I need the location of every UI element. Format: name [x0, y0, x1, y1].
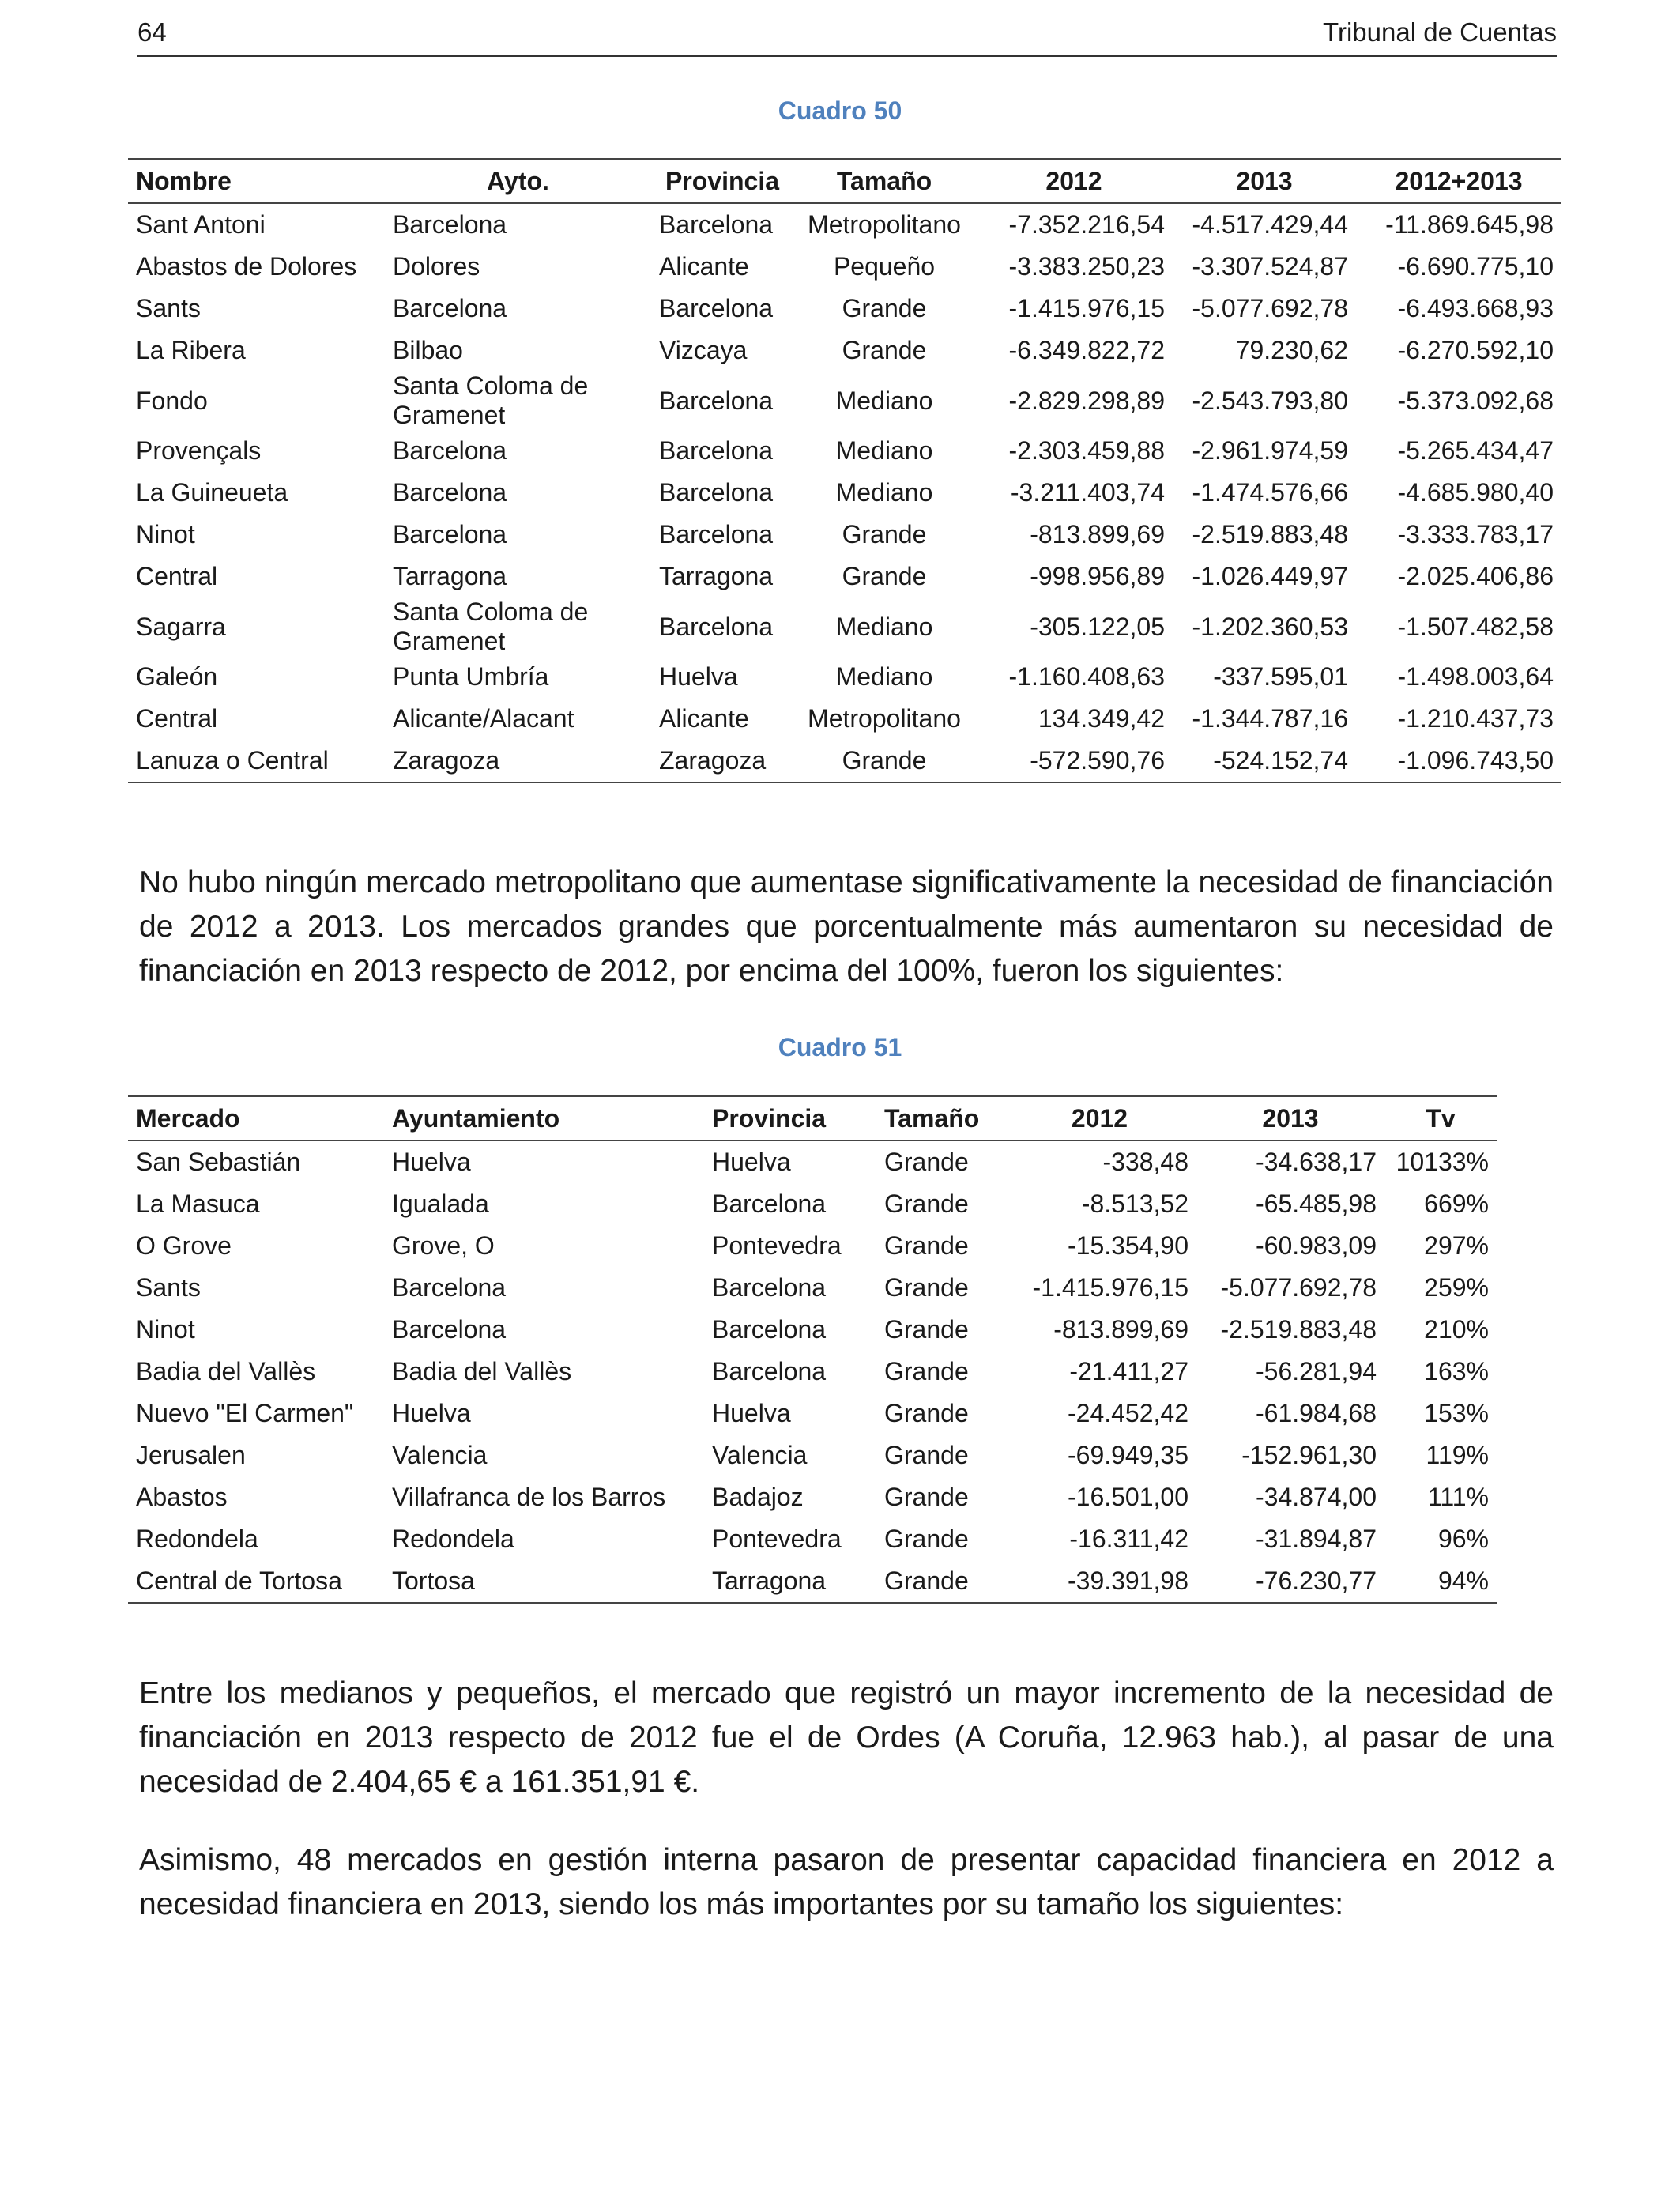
- table51-cell: 153%: [1424, 1399, 1489, 1427]
- table50-caption: Cuadro 50: [778, 96, 902, 125]
- table51-cell: 163%: [1424, 1357, 1489, 1385]
- table50-cell: Santa Coloma de Gramenet: [393, 598, 589, 655]
- table50-cell: Grande: [842, 294, 927, 322]
- table50-cell: -998.956,89: [1030, 562, 1165, 590]
- table50-col-ayto: Ayto.: [385, 159, 651, 203]
- table51-row: [128, 1267, 1497, 1309]
- table50-row: [128, 203, 1561, 246]
- table50-cell: Mediano: [835, 436, 933, 465]
- table51-cell: Redondela: [136, 1525, 258, 1553]
- table50-cell: -6.493.668,93: [1397, 294, 1554, 322]
- table51-cell: -813.899,69: [1053, 1315, 1188, 1344]
- table51-cell: Jerusalen: [136, 1441, 246, 1469]
- table50-cell: -3.211.403,74: [1010, 478, 1165, 507]
- table51-cell: -8.513,52: [1081, 1189, 1188, 1218]
- table50-col-nombre: Nombre: [128, 159, 385, 203]
- table50-cell: Grande: [842, 520, 927, 548]
- table51-col-provincia: Provincia: [704, 1096, 876, 1140]
- table50-cell: Santa Coloma de Gramenet: [393, 371, 589, 429]
- paragraph-1: No hubo ningún mercado metropolitano que aumentase significativamente la necesidad de financiación de 2012 a 2013. Los mercados grandes que porcentualmente más aumentaron su necesidad de financiación en 2013 respecto de 2012, por encima del 100%, fueron los siguientes:: [139, 865, 1554, 988]
- table50-cell: Sants: [136, 294, 201, 322]
- table50-cell: Lanuza o Central: [128, 740, 385, 782]
- table50-cell: Grande: [842, 562, 927, 590]
- table50-cell: -2.303.459,88: [1008, 436, 1165, 465]
- table51-cell: Grande: [884, 1441, 969, 1469]
- table51-col-mercado: Mercado: [128, 1096, 384, 1140]
- table51: [128, 1095, 1497, 1604]
- table51-cell: Huelva: [712, 1148, 791, 1176]
- table50-cell: -7.352.216,54: [1008, 210, 1165, 239]
- table51-row: [128, 1518, 1497, 1560]
- table50-cell: Barcelona: [659, 386, 774, 415]
- table50-cell: Sant Antoni: [136, 210, 266, 239]
- table51-cell: La Masuca: [136, 1189, 260, 1218]
- table51-cell: Pontevedra: [712, 1231, 842, 1260]
- table50-cell: -2.829.298,89: [1008, 386, 1165, 415]
- table51-cell: Badia del Vallès: [392, 1357, 572, 1385]
- table51-row: [128, 1476, 1497, 1518]
- table50-cell: Central: [136, 704, 218, 733]
- table51-cell: -24.452,42: [1067, 1399, 1188, 1427]
- table50-cell: Fondo: [136, 386, 208, 415]
- table50-cell: -2.543.793,80: [1192, 386, 1348, 415]
- table51-cell: 111%: [1427, 1483, 1489, 1511]
- table50-cell: -2.961.974,59: [1192, 436, 1348, 465]
- table50-cell: Mediano: [835, 612, 933, 641]
- table50-col-2012: 2012: [975, 159, 1173, 203]
- table51-col-tamano: Tamaño: [876, 1096, 1003, 1140]
- table50-cell: -5.373.092,68: [1397, 386, 1554, 415]
- table51-cell: Tortosa: [384, 1560, 704, 1603]
- table50-cell: -1.498.003,64: [1397, 662, 1554, 691]
- table51-cell: Grande: [884, 1148, 969, 1176]
- table50-cell: -1.160.408,63: [1008, 662, 1165, 691]
- table51-row: [128, 1434, 1497, 1476]
- table50-cell: Alicante: [659, 704, 749, 733]
- paragraph-3: Asimismo, 48 mercados en gestión interna pasaron de presentar capacidad financiera en 2012 a necesidad financiera en 2013, siendo los más importantes por su tamaño los siguientes:: [139, 1843, 1554, 1921]
- table50-cell: Ninot: [136, 520, 195, 548]
- table51-cell: -65.485,98: [1255, 1189, 1377, 1218]
- table50-cell: Sagarra: [136, 612, 226, 641]
- table50-row: [128, 330, 1561, 371]
- paragraph-2: Entre los medianos y pequeños, el mercado que registró un mayor incremento de la necesidad de financiación en 2013 respecto de 2012 fue el de Ordes (A Coruña, 12.963 hab.), al pasar de una necesidad de 2.404,65 € a 161.351,91 €.: [139, 1676, 1554, 1799]
- table50-cell: Vizcaya: [659, 336, 748, 364]
- table50-cell: Barcelona: [659, 294, 774, 322]
- table51-caption: Cuadro 51: [778, 1033, 902, 1061]
- table51-cell: -21.411,27: [1069, 1357, 1188, 1385]
- table51-cell: Barcelona: [712, 1357, 827, 1385]
- table50-cell: Zaragoza: [385, 740, 651, 782]
- table51-cell: 210%: [1424, 1315, 1489, 1344]
- table51-cell: Grande: [884, 1525, 969, 1553]
- table51-row: [128, 1183, 1497, 1225]
- table50-cell: -1.344.787,16: [1192, 704, 1348, 733]
- table50-cell: -813.899,69: [1030, 520, 1165, 548]
- table50-cell: Metropolitano: [808, 210, 961, 239]
- table50-cell: -2.519.883,48: [1192, 520, 1348, 548]
- table50-cell: -11.869.645,98: [1385, 210, 1554, 239]
- table51-cell: -56.281,94: [1255, 1357, 1377, 1385]
- table51-cell: -5.077.692,78: [1220, 1273, 1377, 1302]
- table50-cell: -6.349.822,72: [1008, 336, 1165, 364]
- table51-cell: Grande: [884, 1315, 969, 1344]
- table50-cell: Provençals: [136, 436, 262, 465]
- table51-cell: Grove, O: [392, 1231, 495, 1260]
- table50-cell: Barcelona: [659, 612, 774, 641]
- table51-cell: -152.961,30: [1241, 1441, 1377, 1469]
- table50-cell: Barcelona: [659, 478, 774, 507]
- table50-row: [128, 740, 1561, 782]
- table51-cell: San Sebastián: [136, 1148, 301, 1176]
- table50-cell: -4.517.429,44: [1192, 210, 1348, 239]
- table50-cell: -305.122,05: [1030, 612, 1165, 641]
- table50-row: [128, 430, 1561, 472]
- table50-cell: Barcelona: [393, 478, 507, 507]
- table50-cell: Central: [136, 562, 218, 590]
- table51-cell: -2.519.883,48: [1220, 1315, 1377, 1344]
- table51-cell: Sants: [136, 1273, 201, 1302]
- table50-cell: -337.595,01: [1213, 662, 1348, 691]
- table50-cell: Mediano: [835, 478, 933, 507]
- table50-row: [128, 514, 1561, 556]
- page-number: 64: [137, 17, 167, 47]
- table50-cell: -1.507.482,58: [1397, 612, 1554, 641]
- header-title: Tribunal de Cuentas: [1323, 17, 1557, 47]
- table51-cell: -34.874,00: [1255, 1483, 1377, 1511]
- table50-col-total: 2012+2013: [1356, 159, 1561, 203]
- table51-cell: Barcelona: [712, 1189, 827, 1218]
- table51-cell: Valencia: [392, 1441, 488, 1469]
- table51-cell: Central de Tortosa: [128, 1560, 384, 1603]
- table51-row: [128, 1560, 1497, 1603]
- table50-cell: Barcelona: [659, 210, 774, 239]
- table51-cell: Grande: [884, 1357, 969, 1385]
- table50-cell: Barcelona: [393, 294, 507, 322]
- table51-col-ayuntamiento: Ayuntamiento: [384, 1096, 704, 1140]
- table51-col-2013: 2013: [1196, 1096, 1384, 1140]
- table51-cell: 10133%: [1396, 1148, 1489, 1176]
- table51-cell: -61.984,68: [1255, 1399, 1377, 1427]
- table51-cell: 96%: [1437, 1525, 1489, 1553]
- table50-cell: Barcelona: [659, 436, 774, 465]
- table50-cell: -2.025.406,86: [1397, 562, 1554, 590]
- table51-body: [128, 1140, 1497, 1603]
- table51-cell: Barcelona: [712, 1315, 827, 1344]
- header-rule: [137, 55, 1557, 57]
- table51-cell: -16.311,42: [1069, 1525, 1188, 1553]
- table51-cell: 119%: [1426, 1441, 1489, 1469]
- table51-cell: 94%: [1384, 1560, 1497, 1603]
- table50-cell: Grande: [842, 336, 927, 364]
- table51-cell: Grande: [884, 1231, 969, 1260]
- table51-cell: -31.894,87: [1255, 1525, 1377, 1553]
- table51-cell: Tarragona: [704, 1560, 876, 1603]
- table51-header-row: [128, 1096, 1497, 1140]
- table50-cell: -1.026.449,97: [1192, 562, 1348, 590]
- table50-cell: Mediano: [835, 662, 933, 691]
- table50-col-tamano: Tamaño: [793, 159, 975, 203]
- table51-cell: Redondela: [392, 1525, 514, 1553]
- table51-cell: Villafranca de los Barros: [392, 1483, 666, 1511]
- table50-cell: Dolores: [393, 252, 480, 281]
- table51-cell: -69.949,35: [1067, 1441, 1188, 1469]
- table50-cell: 79.230,62: [1235, 336, 1348, 364]
- table51-col-tv: Tv: [1384, 1096, 1497, 1140]
- table51-cell: -76.230,77: [1196, 1560, 1384, 1603]
- table50-cell: La Ribera: [136, 336, 246, 364]
- table51-cell: Huelva: [392, 1399, 471, 1427]
- table50-cell: -3.383.250,23: [1008, 252, 1165, 281]
- table50-cell: Huelva: [659, 662, 738, 691]
- table50-cell: -5.077.692,78: [1192, 294, 1348, 322]
- table50-row: [128, 698, 1561, 740]
- table50-cell: Barcelona: [393, 520, 507, 548]
- table50-cell: -5.265.434,47: [1397, 436, 1554, 465]
- table51-cell: Grande: [884, 1483, 969, 1511]
- table50-cell: -1.096.743,50: [1356, 740, 1561, 782]
- table51-cell: -39.391,98: [1003, 1560, 1196, 1603]
- table50-cell: -1.210.437,73: [1397, 704, 1554, 733]
- table51-row: [128, 1393, 1497, 1434]
- table50-cell: Barcelona: [393, 210, 507, 239]
- table50: [128, 158, 1561, 783]
- table51-row: [128, 1309, 1497, 1351]
- table50-body: [128, 203, 1561, 782]
- table50-cell: -1.415.976,15: [1008, 294, 1165, 322]
- table51-cell: Grande: [884, 1189, 969, 1218]
- table51-cell: Barcelona: [712, 1273, 827, 1302]
- table51-cell: Grande: [884, 1399, 969, 1427]
- table51-cell: Grande: [884, 1273, 969, 1302]
- table50-cell: Tarragona: [393, 562, 507, 590]
- table50-header-row: [128, 159, 1561, 203]
- table50-row: [128, 556, 1561, 598]
- table50-cell: -3.333.783,17: [1397, 520, 1554, 548]
- table50-cell: -572.590,76: [975, 740, 1173, 782]
- table50-col-provincia: Provincia: [651, 159, 793, 203]
- table51-cell: Pontevedra: [712, 1525, 842, 1553]
- table51-cell: Valencia: [712, 1441, 808, 1469]
- table50-row: [128, 246, 1561, 288]
- table51-cell: Barcelona: [392, 1273, 507, 1302]
- table51-row: [128, 1225, 1497, 1267]
- table51-cell: Badajoz: [712, 1483, 804, 1511]
- table51-cell: -60.983,09: [1255, 1231, 1377, 1260]
- table51-cell: Badia del Vallès: [136, 1357, 316, 1385]
- table51-cell: Nuevo "El Carmen": [136, 1399, 354, 1427]
- table50-cell: Metropolitano: [808, 704, 961, 733]
- table50-cell: 134.349,42: [1038, 704, 1165, 733]
- table50-cell: Barcelona: [393, 436, 507, 465]
- table51-cell: -338,48: [1102, 1148, 1188, 1176]
- table51-cell: -34.638,17: [1255, 1148, 1377, 1176]
- table50-cell: -524.152,74: [1173, 740, 1356, 782]
- table50-cell: Grande: [793, 740, 975, 782]
- table50-row: [128, 472, 1561, 514]
- table51-cell: Grande: [876, 1560, 1003, 1603]
- table51-cell: -1.415.976,15: [1032, 1273, 1188, 1302]
- table50-row: [128, 598, 1561, 656]
- table50-cell: Punta Umbría: [393, 662, 549, 691]
- table50-cell: -4.685.980,40: [1397, 478, 1554, 507]
- table51-cell: -15.354,90: [1067, 1231, 1188, 1260]
- table50-col-2013: 2013: [1173, 159, 1356, 203]
- table51-cell: 297%: [1424, 1231, 1489, 1260]
- table50-cell: -6.270.592,10: [1397, 336, 1554, 364]
- table50-cell: Abastos de Dolores: [136, 252, 357, 281]
- table50-row: [128, 288, 1561, 330]
- table51-cell: Huelva: [712, 1399, 791, 1427]
- table50-cell: Alicante/Alacant: [393, 704, 574, 733]
- table51-cell: Igualada: [392, 1189, 489, 1218]
- table51-row: [128, 1140, 1497, 1183]
- table50-cell: La Guineueta: [136, 478, 288, 507]
- table51-cell: Huelva: [392, 1148, 471, 1176]
- table51-cell: Abastos: [136, 1483, 228, 1511]
- table51-cell: -16.501,00: [1067, 1483, 1188, 1511]
- table50-cell: -1.202.360,53: [1192, 612, 1348, 641]
- table50-cell: Mediano: [835, 386, 933, 415]
- table50-cell: Galeón: [136, 662, 218, 691]
- table50-row: [128, 656, 1561, 698]
- table50-cell: -1.474.576,66: [1192, 478, 1348, 507]
- table51-cell: Ninot: [136, 1315, 195, 1344]
- table50-cell: Pequeño: [833, 252, 936, 281]
- table51-row: [128, 1351, 1497, 1393]
- table50-cell: Tarragona: [659, 562, 774, 590]
- table50-cell: Barcelona: [659, 520, 774, 548]
- table50-cell: -6.690.775,10: [1397, 252, 1554, 281]
- table50-cell: Bilbao: [393, 336, 463, 364]
- table51-cell: O Grove: [136, 1231, 232, 1260]
- table51-col-2012: 2012: [1003, 1096, 1196, 1140]
- table51-cell: 259%: [1424, 1273, 1489, 1302]
- page-header: [137, 14, 1557, 55]
- table51-cell: 669%: [1424, 1189, 1489, 1218]
- table51-cell: Barcelona: [392, 1315, 507, 1344]
- table50-cell: Alicante: [659, 252, 749, 281]
- table50-cell: -3.307.524,87: [1192, 252, 1348, 281]
- table50-row: [128, 371, 1561, 430]
- table50-cell: Zaragoza: [651, 740, 793, 782]
